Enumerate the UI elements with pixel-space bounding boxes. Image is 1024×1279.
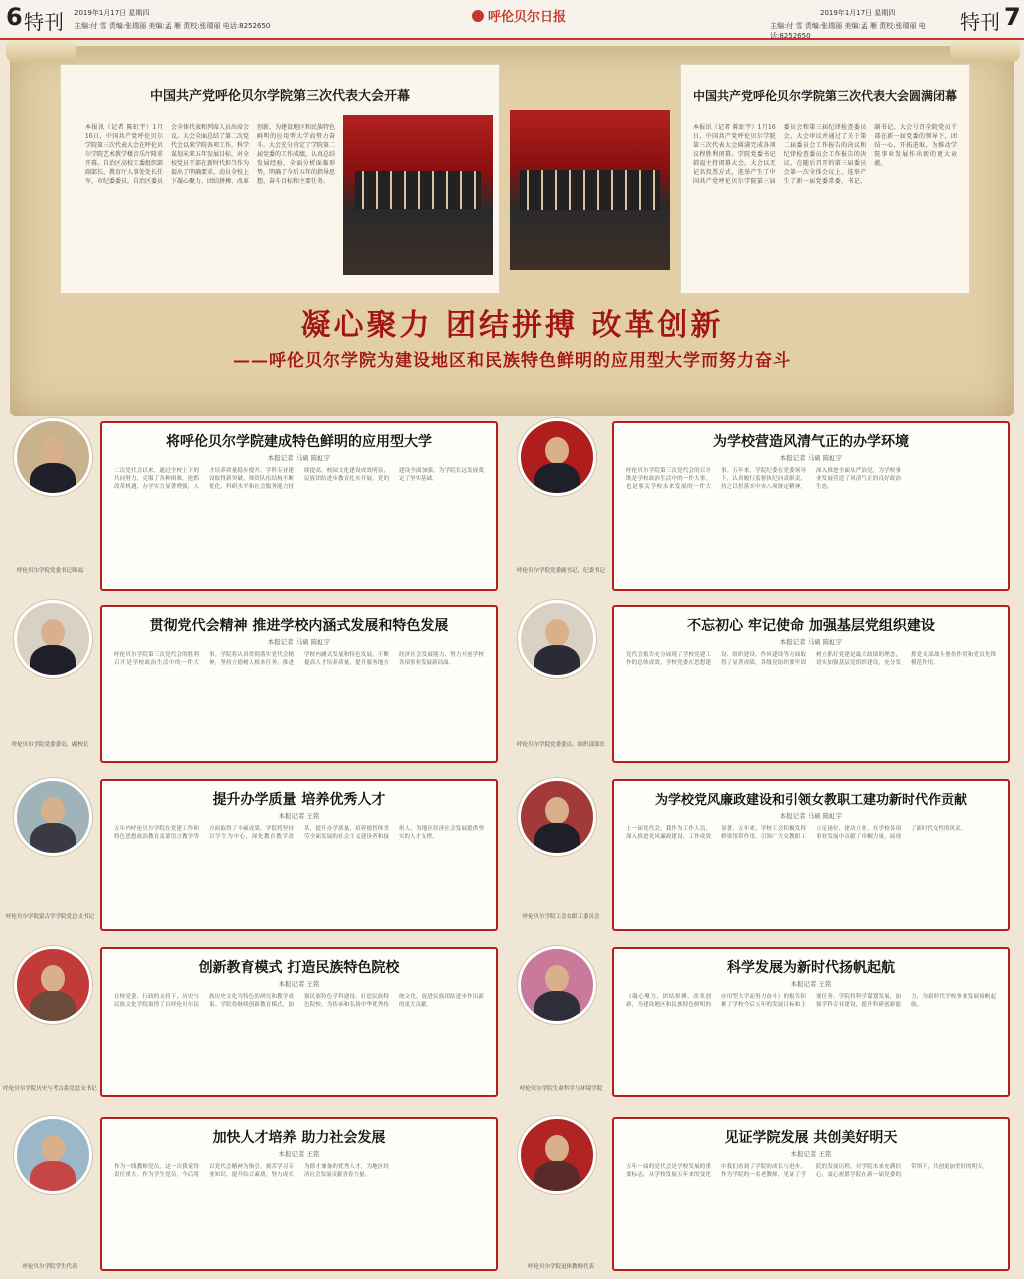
newspaper-logo <box>472 6 566 25</box>
article-card-7-body: 在校党委、行政的支持下，历史与民族文化学院取得了以呼伦贝尔民族历史文化为特色的研究和教学成果。学院将继续创新教育模式，加强民族特色学科建设，打造民族特色院校，为传承和弘扬中华优秀传统文化、促进民族团结进步作出新的更大贡献。 <box>114 994 484 1008</box>
portrait-8 <box>518 946 596 1024</box>
right-top-article-body: 本报讯（记者 陈虹宇）1月16日，中国共产党呼伦贝尔学院第三次代表大会圆满完成各项议程胜利闭幕。学院党委书记韩福主持闭幕大会。大会以无记名投票方式，选举产生了中国共产党呼伦贝尔学院第三届委员会和第三届纪律检查委员会。大会审议并通过了关于第二届委员会工作报告的决议和纪律检查委员会工作报告的决议。在随后召开的第三届委员会第一次全体会议上，选举产生了新一届党委常委、书记、副书记。大会号召全院党员干部在新一届党委的领导下，团结一心，开拓进取，为推动学院事业发展作出新的更大贡献。 <box>693 124 957 185</box>
portrait-1 <box>14 418 92 496</box>
main-banner-subheadline: ——呼伦贝尔学院为建设地区和民族特色鲜明的应用型大学而努力奋斗 <box>233 351 791 371</box>
article-card-8-body: 《凝心聚力，团结拼搏，改革创新，为建设地区和民族特色鲜明的应用型大学而努力奋斗》的报告积累了学校今后五年的发展目标和主要任务。学院将科学谋划发展，加强学科专业建设，提升科研创新能力，为新时代学校事业发展扬帆起航。 <box>626 994 996 1008</box>
left-top-article-body: 本报讯（记者 陈虹宇）1月16日，中国共产党呼伦贝尔学院第三次代表大会在呼伦贝尔学院艺术教学楼音乐厅隆重开幕。自治区高校工委组织部副部长、教育厅人事处处长任军，市纪委委员，自治区委员会全体代表和列席人员出席会议。大会全面总结了第二次党代会以来学院各项工作，科学谋划未来五年发展目标，对全校党员干部在新时代担当作为提出了明确要求，动员全校上下凝心聚力、团结拼搏、改革创新，为建设地区和民族特色鲜明的应用型大学而努力奋斗。大会充分肯定了学院第二届党委的工作成绩，认真总结发展经验，全面分析面临形势，明确了今后五年的指导思想、奋斗目标和主要任务。 <box>85 124 335 185</box>
portrait-3-caption: 呼伦贝尔学院党委委员、副校长 <box>11 742 89 748</box>
article-card-2-author: 本报记者 马硕 陈虹宇 <box>779 454 843 462</box>
portrait-7-caption: 呼伦贝尔学院历史与考古系党总支书记 <box>3 1086 97 1092</box>
left-header-date: 2019年1月17日 星期四 <box>74 9 150 17</box>
right-header-date: 2019年1月17日 星期四 <box>820 9 896 17</box>
article-card-1-author: 本报记者 马硕 陈虹宇 <box>267 454 331 462</box>
article-card-5-body: 五年内呼伦贝尔学院在党建工作和特色思想政治教育及蒙语言教学等方面取得了丰硕成果。学院将坚持以学生为中心，深化教育教学改革，提升办学质量，培养德智体美劳全面发展的社会主义建设者和接班人，为地区经济社会发展提供坚实的人才支撑。 <box>114 826 484 840</box>
article-card-10-author: 本报记者 王铭 <box>790 1150 832 1158</box>
article-card-8-author: 本报记者 王铭 <box>790 980 832 988</box>
article-card-8 <box>612 947 1010 1097</box>
closing-ceremony-photo <box>510 110 670 270</box>
masthead <box>0 0 1024 40</box>
right-page-label: 特刊 <box>960 10 1000 34</box>
article-card-9-body: 作为一线教师党员，这一次我觉得责任重大。作为学生党员，今后将以党代会精神为指引，刻苦学习专业知识，提升综合素质，努力成长为德才兼备的优秀人才，为地区经济社会发展贡献青春力量。 <box>114 1164 389 1178</box>
portrait-1-caption: 呼伦贝尔学院党委书记韩福 <box>16 568 83 574</box>
article-card-6-body: 上一届党代会，我作为工作人员，深入推进党风廉政建设，工作成效显著。五年来，学校工会积极发挥桥梁纽带作用，引领广大女教职工立足岗位、建功立业，在学校各项事业发展中贡献了巾帼力量，展现了新时代女性的风采。 <box>626 826 967 840</box>
portrait-5 <box>14 778 92 856</box>
article-card-7-author: 本报记者 王铭 <box>278 980 320 988</box>
article-card-6-author: 本报记者 马硕 陈虹宇 <box>779 812 843 820</box>
article-card-4-author: 本报记者 马硕 陈虹宇 <box>779 638 843 646</box>
portrait-3 <box>14 600 92 678</box>
article-card-3 <box>100 605 498 763</box>
article-card-9-title: 加快人才培养 助力社会发展 <box>212 1130 386 1146</box>
portrait-8-caption: 呼伦贝尔学院生命科学与环境学院 <box>519 1086 603 1092</box>
article-card-5-title: 提升办学质量 培养优秀人才 <box>212 792 386 808</box>
article-card-8-title: 科学发展为新时代扬帆起航 <box>727 960 895 976</box>
delegates-row <box>355 171 481 209</box>
article-card-3-author: 本报记者 马硕 陈虹宇 <box>267 638 331 646</box>
left-top-article <box>60 64 500 294</box>
left-page-number: 6 <box>6 3 23 31</box>
logo-text: 呼伦贝尔日报 <box>488 10 567 25</box>
portrait-2-caption: 呼伦贝尔学院党委副书记、纪委书记 <box>516 568 605 574</box>
opening-ceremony-photo <box>343 115 493 275</box>
right-header-staff: 主编:付 雪 责编:张瑞丽 美编:孟 雁 责校:张瑞丽 电话:8252650 <box>770 22 926 40</box>
right-top-article <box>680 64 970 294</box>
article-card-1-title: 将呼伦贝尔学院建成特色鲜明的应用型大学 <box>166 434 432 450</box>
article-card-3-title: 贯彻党代会精神 推进学校内涵式发展和特色发展 <box>149 618 449 634</box>
portrait-4-caption: 呼伦贝尔学院党委委员、组织部部长 <box>516 742 605 748</box>
article-card-1 <box>100 421 498 591</box>
article-card-9 <box>100 1117 498 1271</box>
portrait-10-caption: 呼伦贝尔学院退休教师代表 <box>527 1264 594 1270</box>
article-card-4-title: 不忘初心 牢记使命 加强基层党组织建设 <box>687 618 935 634</box>
article-card-10-body: 五年一届的党代会是学校发展的重要标志。从学校发展五年来的变化中我们看到了学院的成长与进步。作为学院的一名老教师，见证了学院的发展历程，对学院未来充满信心，衷心祝愿学院在新一届党委的带领下，共创更加美好的明天。 <box>626 1164 989 1178</box>
article-card-2 <box>612 421 1010 591</box>
article-card-2-body: 呼伦贝尔学院第三次党代会的召开既是学校政治生活中的一件大事，也是事关学校未来发展的一件大事。五年来，学院纪委在党委领导下，认真履行监督执纪问责职责，持之以恒落实中央八项规定精神，深入推进全面从严治党，为学校事业发展营造了风清气正的良好政治生态。 <box>626 468 901 490</box>
scroll-roll-right <box>950 40 1020 62</box>
right-page-number: 7 <box>1004 3 1021 31</box>
article-card-1-body: 二次党代会以来，通过全校上下的共同努力，克服了各种困难，抢抓改革机遇，办学实力显著增强，人才培养质量稳步提升，学科专业建设取得新突破，师资队伍结构不断优化，科研水平和社会服务能力持续提高，校园文化建设成效明显，民族团结进步教育扎实开展，党的建设全面加强，为学院长远发展奠定了坚实基础。 <box>114 468 484 490</box>
portrait-5-caption: 呼伦贝尔学院蒙古学学院党总支书记 <box>5 914 94 920</box>
left-header-staff: 主编:付 雪 责编:张瑞丽 美编:孟 雁 责校:张瑞丽 电话:8252650 <box>74 22 271 30</box>
article-card-6-title: 为学校党风廉政建设和引领女教职工建功新时代作贡献 <box>654 793 967 808</box>
article-card-7 <box>100 947 498 1097</box>
article-card-7-title: 创新教育模式 打造民族特色院校 <box>198 960 400 976</box>
left-page-label: 特刊 <box>24 10 64 34</box>
portrait-7 <box>14 946 92 1024</box>
right-top-article-title: 中国共产党呼伦贝尔学院第三次代表大会圆满闭幕 <box>692 89 957 103</box>
scroll-roll-left <box>6 40 76 62</box>
main-banner-headline: 凝心聚力 团结拼搏 改革创新 <box>300 308 724 343</box>
left-top-article-title: 中国共产党呼伦贝尔学院第三次代表大会开幕 <box>149 89 410 104</box>
portrait-9-caption: 呼伦贝尔学院学生代表 <box>22 1264 78 1270</box>
article-card-3-body: 呼伦贝尔学院第三次党代会的胜利召开是学校政治生活中的一件大事。学院将认真贯彻落实党代会精神，坚持立德树人根本任务，推进学校内涵式发展和特色发展，不断提高人才培养质量，提升服务地方经济社会发展能力，努力开创学校各项事业发展新局面。 <box>114 652 484 666</box>
article-card-5-author: 本报记者 王铭 <box>278 812 320 820</box>
delegates-row-closing <box>520 170 660 210</box>
portrait-4 <box>518 600 596 678</box>
portrait-6-caption: 呼伦贝尔学院工会女职工委员会 <box>522 914 600 920</box>
article-card-5 <box>100 779 498 931</box>
portrait-2 <box>518 418 596 496</box>
article-card-9-author: 本报记者 王铭 <box>278 1150 320 1158</box>
article-card-4 <box>612 605 1010 763</box>
article-card-6 <box>612 779 1010 931</box>
article-card-10 <box>612 1117 1010 1271</box>
article-card-4-body: 党代会报告充分展现了学校党建工作的总体成效，学校党委在思想建设、组织建设、作风建设等方面取得了显著成绩。各级党组织要牢固树立抓好党建是最大政绩的理念，切实加强基层党组织建设，充分发挥党支部战斗堡垒作用和党员先锋模范作用。 <box>626 652 996 666</box>
portrait-9 <box>14 1116 92 1194</box>
article-card-2-title: 为学校营造风清气正的办学环境 <box>713 434 909 450</box>
portrait-6 <box>518 778 596 856</box>
logo-mark-icon <box>472 10 484 22</box>
portrait-10 <box>518 1116 596 1194</box>
article-card-10-title: 见证学院发展 共创美好明天 <box>724 1130 898 1146</box>
